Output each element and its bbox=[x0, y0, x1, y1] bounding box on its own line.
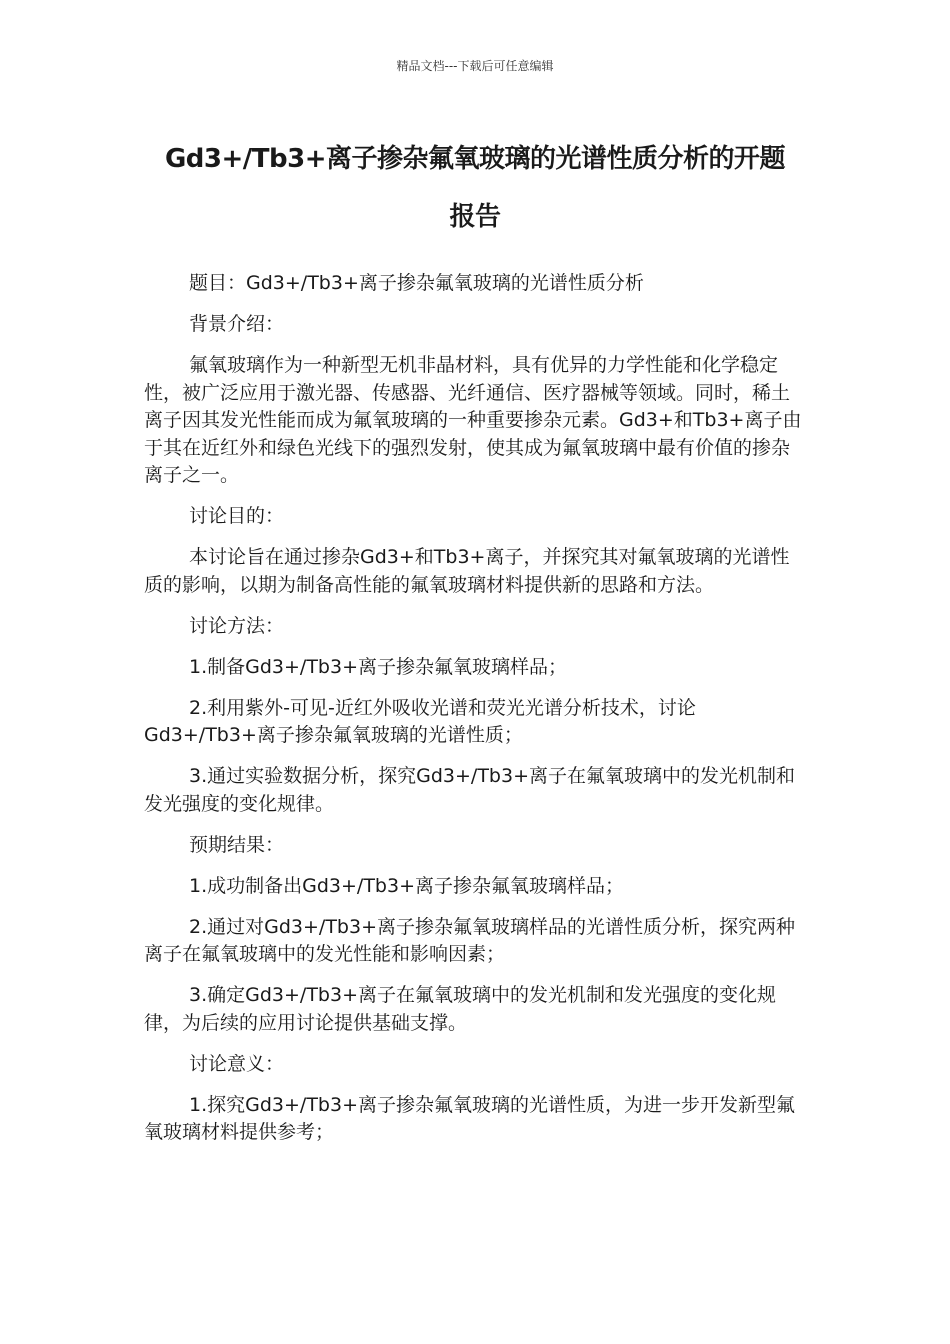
paragraph: 3.确定Gd3+/Tb3+离子在氟氧玻璃中的发光机制和发光强度的变化规律，为后续的应用讨论提供基础支撑。 bbox=[144, 984, 776, 1034]
paragraph: 1.制备Gd3+/Tb3+离子掺杂氟氧玻璃样品； bbox=[189, 655, 567, 678]
paragraph: 2.利用紫外-可见-近红外吸收光谱和荧光光谱分析技术，讨论Gd3+/Tb3+离子掺杂氟氧玻璃的光谱性质； bbox=[144, 696, 696, 746]
paragraph: 讨论意义： bbox=[189, 1052, 285, 1075]
paragraph: 题目：Gd3+/Tb3+离子掺杂氟氧玻璃的光谱性质分析 bbox=[189, 272, 644, 294]
paragraph: 2.通过对Gd3+/Tb3+离子掺杂氟氧玻璃样品的光谱性质分析，探究两种离子在氟氧玻璃中的发光性能和影响因素； bbox=[144, 915, 795, 965]
paragraph: 预期结果： bbox=[189, 833, 285, 856]
paragraph: 氟氧玻璃作为一种新型无机非晶材料，具有优异的力学性能和化学稳定性，被广泛应用于激光器、传感器、光纤通信、医疗器械等领域。同时，稀土离子因其发光性能而成为氟氧玻璃的一种重要掺杂元素。Gd3+和Tb3+离子由于其在近红外和绿色光线下的强烈发射，使其成为氟氧玻璃中最有价值的掺杂离子之一。 bbox=[144, 354, 802, 486]
page-header: 精品文档---下载后可任意编辑 bbox=[396, 59, 554, 73]
paragraph: 1.探究Gd3+/Tb3+离子掺杂氟氧玻璃的光谱性质，为进一步开发新型氟氧玻璃材料提供参考； bbox=[144, 1093, 795, 1143]
paragraph: 讨论方法： bbox=[189, 614, 285, 637]
title-line-1: Gd3+/Tb3+离子掺杂氟氧玻璃的光谱性质分析的开题 bbox=[164, 144, 786, 174]
title-line-2: 报告 bbox=[449, 202, 501, 232]
paragraph: 本讨论旨在通过掺杂Gd3+和Tb3+离子，并探究其对氟氧玻璃的光谱性质的影响，以期为制备高性能的氟氧玻璃材料提供新的思路和方法。 bbox=[144, 546, 790, 596]
document-body bbox=[144, 270, 808, 1160]
paragraph: 3.通过实验数据分析，探究Gd3+/Tb3+离子在氟氧玻璃中的发光机制和发光强度的变化规律。 bbox=[144, 765, 795, 815]
paragraph: 1.成功制备出Gd3+/Tb3+离子掺杂氟氧玻璃样品； bbox=[189, 874, 624, 897]
paragraph: 背景介绍： bbox=[189, 313, 285, 335]
document-title bbox=[120, 130, 830, 246]
paragraph: 讨论目的： bbox=[189, 505, 285, 527]
